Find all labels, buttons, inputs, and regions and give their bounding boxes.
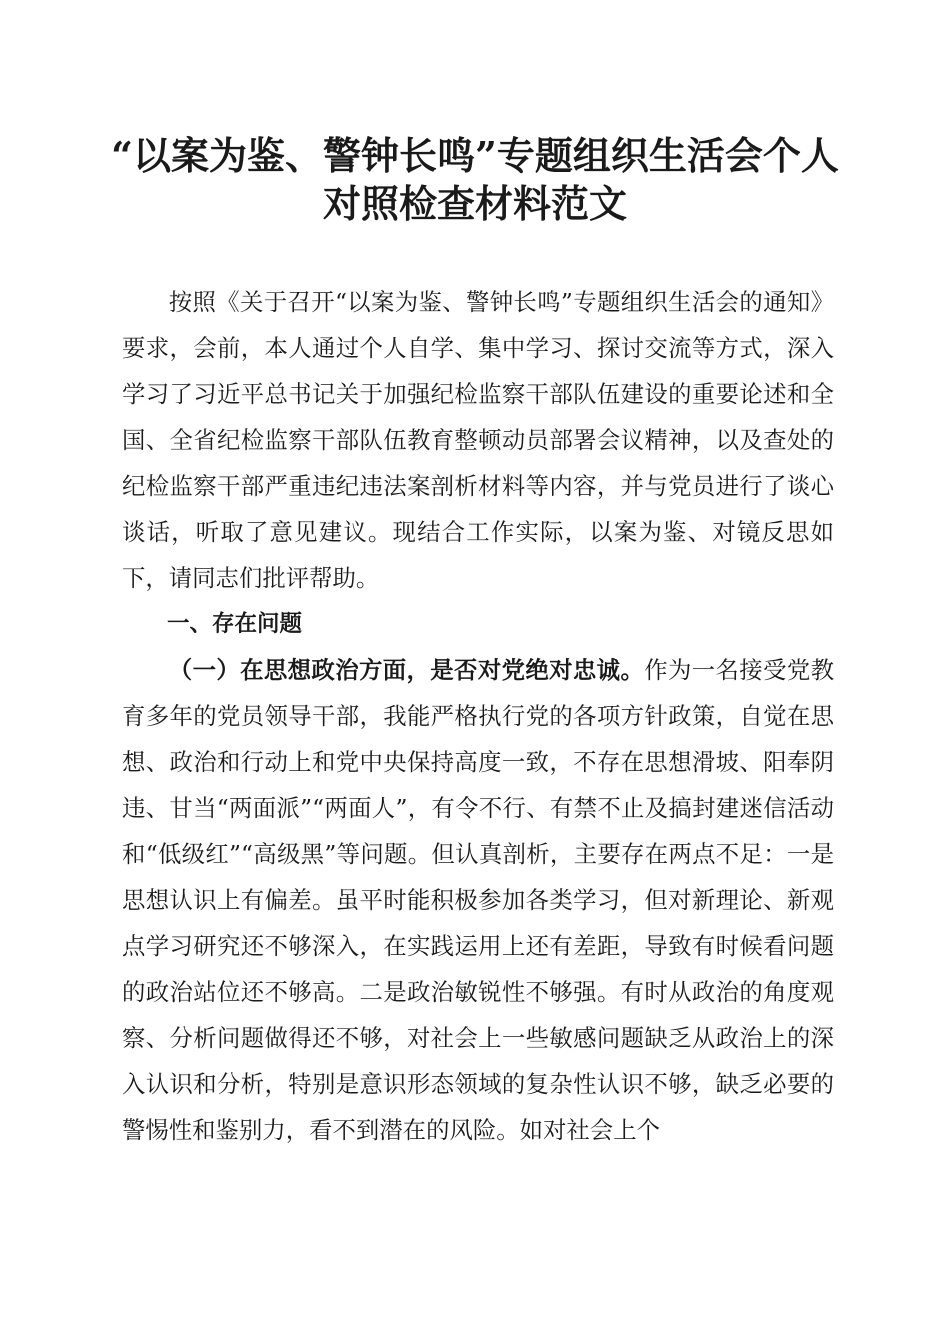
subsection-lead: （一）在思想政治方面，是否对党绝对忠诚。 — [168, 656, 645, 684]
document-body — [122, 279, 834, 1153]
section-heading-problems: 一、存在问题 — [167, 611, 303, 637]
subsection-paragraph-political — [122, 647, 834, 1153]
subsection-text: 作为一名接受党教育多年的党员领导干部，我能严格执行党的各项方针政策，自觉在思想、政治和行动上和党中央保持高度一致，不存在思想滑坡、阳奉阴违、甘当“两面派”“两面人”，有令不行、有禁不止及搞封建迷信活动和“低级红”“高级黑”等问题。但认真剖析，主要存在两点不足：一是思想认识上有偏差。虽平时能积极参加各类学习，但对新理论、新观点学习研究还不够深入，在实践运用上还有差距，导致有时候看问题的政治站位还不够高。二是政治敏锐性不够强。有时从政治的角度观察、分析问题做得还不够，对社会上一些敏感问题缺乏从政治上的深入认识和分析，特别是意识形态领域的复杂性认识不够，缺乏必要的警惕性和鉴别力，看不到潜在的风险。如对社会上个 — [122, 656, 835, 1144]
title-line-1: “以案为鉴、警钟长鸣”专题组织生活会个人 — [111, 133, 839, 178]
document-title — [100, 132, 850, 228]
title-line-2: 对照检查材料范文 — [322, 181, 627, 226]
intro-paragraph: 按照《关于召开“以案为鉴、警钟长鸣”专题组织生活会的通知》要求，会前，本人通过个人自学、集中学习、探讨交流等方式，深入学习了习近平总书记关于加强纪检监察干部队伍建设的重要论述和全国、全省纪检监察干部队伍教育整顿动员部署会议精神，以及查处的纪检监察干部严重违纪违法案剖析材料等内容，并与党员进行了谈心谈话，听取了意见建议。现结合工作实际，以案为鉴、对镜反思如下，请同志们批评帮助。 — [122, 288, 834, 592]
